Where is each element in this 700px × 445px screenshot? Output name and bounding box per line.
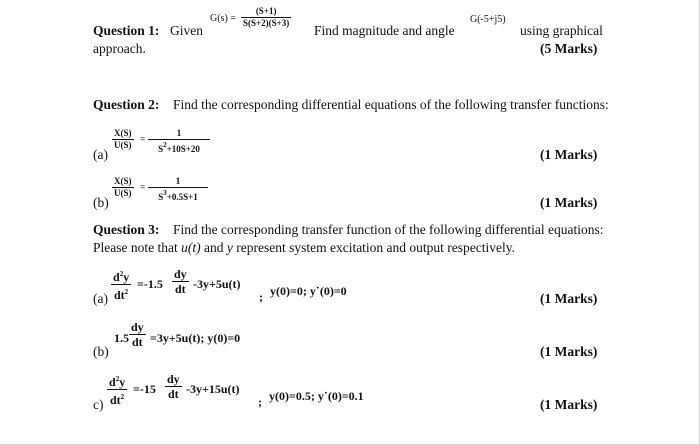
- q3-label: Question 3:: [93, 222, 160, 237]
- q2b-lhs-numerator: X(S): [114, 176, 132, 186]
- q2b-rhs-denominator: $S^3+0.5S+1$: [158, 189, 198, 202]
- q3c-d1-numerator: dy: [167, 372, 180, 386]
- q3a-rest: -3y+5u(t): [193, 277, 241, 291]
- q3c-d2-numerator: $d^2y$: [107, 372, 127, 390]
- q2a-equals: =: [140, 134, 146, 144]
- q3c-d1-fraction: [165, 372, 182, 401]
- q1-label: Question 1:: [93, 23, 160, 38]
- q3b-coefficient: 1.5: [114, 331, 129, 345]
- q3c-d1-denominator: dt: [168, 387, 179, 401]
- q1-marks: (5 Marks): [540, 41, 598, 56]
- q2a-lhs-fraction: [112, 128, 134, 151]
- q3a-d2-fraction: [111, 267, 131, 302]
- q1-approach: approach.: [93, 41, 146, 56]
- q2-part-letter: (b): [93, 195, 109, 210]
- q2b-lhs-denominator: U(S): [114, 188, 132, 198]
- q3b-d1-fraction: [129, 320, 146, 349]
- q3a-separator: ;: [259, 290, 263, 304]
- q3b-marks: (1 Marks): [540, 344, 598, 359]
- q2b-marks: (1 Marks): [540, 195, 598, 210]
- q3a-d1-numerator: dy: [174, 267, 187, 281]
- q2b-equals: =: [140, 182, 146, 192]
- q2a-rhs-denominator: $S^2+10S+20$: [158, 141, 200, 154]
- q2a-rhs-fraction: [148, 128, 210, 155]
- q3c-initial-conditions: y(0)=0.5; y˙(0)=0.1: [269, 389, 364, 403]
- q3c-separator: ;: [258, 395, 262, 409]
- q3-line2: Please note that u(t) and y represent system excitation and output respectively.: [93, 240, 516, 255]
- q3a-d2-denominator: $dt^2$: [114, 288, 129, 302]
- q2a-lhs-denominator: U(S): [114, 140, 132, 150]
- q3-part-letter: (b): [93, 344, 109, 359]
- q2-part-letter: (a): [93, 147, 108, 162]
- q2b-rhs-fraction: [148, 176, 208, 203]
- q3c-mid: =-15: [133, 382, 156, 396]
- q2-label: Question 2:: [93, 97, 160, 112]
- q3a-mid: =-1.5: [137, 277, 163, 291]
- q3a-d1-denominator: dt: [175, 282, 186, 296]
- q3b-d1-denominator: dt: [132, 335, 143, 349]
- q2b-rhs-numerator: 1: [148, 176, 208, 188]
- q3c-d2-fraction: [107, 372, 127, 407]
- q3c-marks: (1 Marks): [540, 397, 598, 412]
- q2a-rhs-numerator: 1: [148, 128, 210, 140]
- q1-angle-expr: G(-5+j5): [470, 14, 506, 25]
- q1-gs-numerator: (S+1): [241, 6, 291, 18]
- q2a-lhs-numerator: X(S): [114, 128, 132, 138]
- q3c-rest: -3y+15u(t): [186, 382, 240, 396]
- q3a-d1-fraction: [172, 267, 189, 296]
- q2-text: Find the corresponding differential equations of the following transfer functions:: [173, 97, 609, 112]
- q1-gs-denominator: S(S+2)(S+3): [243, 18, 290, 28]
- q1-given: Given: [170, 23, 203, 38]
- q3a-d2-numerator: $d^2y$: [111, 267, 131, 285]
- q3b-rest: =3y+5u(t); y(0)=0: [150, 331, 241, 345]
- q1-find-text: Find magnitude and angle: [314, 23, 455, 38]
- q3b-d1-numerator: dy: [131, 320, 144, 334]
- q3c-d2-denominator: $dt^2$: [110, 393, 125, 407]
- q3-line1: Find the corresponding transfer function of the following differential equations:: [173, 222, 604, 237]
- q1-gs-fraction: [241, 6, 291, 29]
- q3a-initial-conditions: y(0)=0; y˙(0)=0: [270, 284, 347, 298]
- q3-part-letter: c): [93, 397, 104, 412]
- q2b-lhs-fraction: [112, 176, 134, 199]
- q3a-marks: (1 Marks): [540, 291, 598, 306]
- q2a-marks: (1 Marks): [540, 147, 598, 162]
- q1-gs-lhs: G(s) =: [210, 13, 236, 24]
- q1-using: using graphical: [520, 23, 603, 38]
- q3-part-letter: (a): [93, 291, 108, 306]
